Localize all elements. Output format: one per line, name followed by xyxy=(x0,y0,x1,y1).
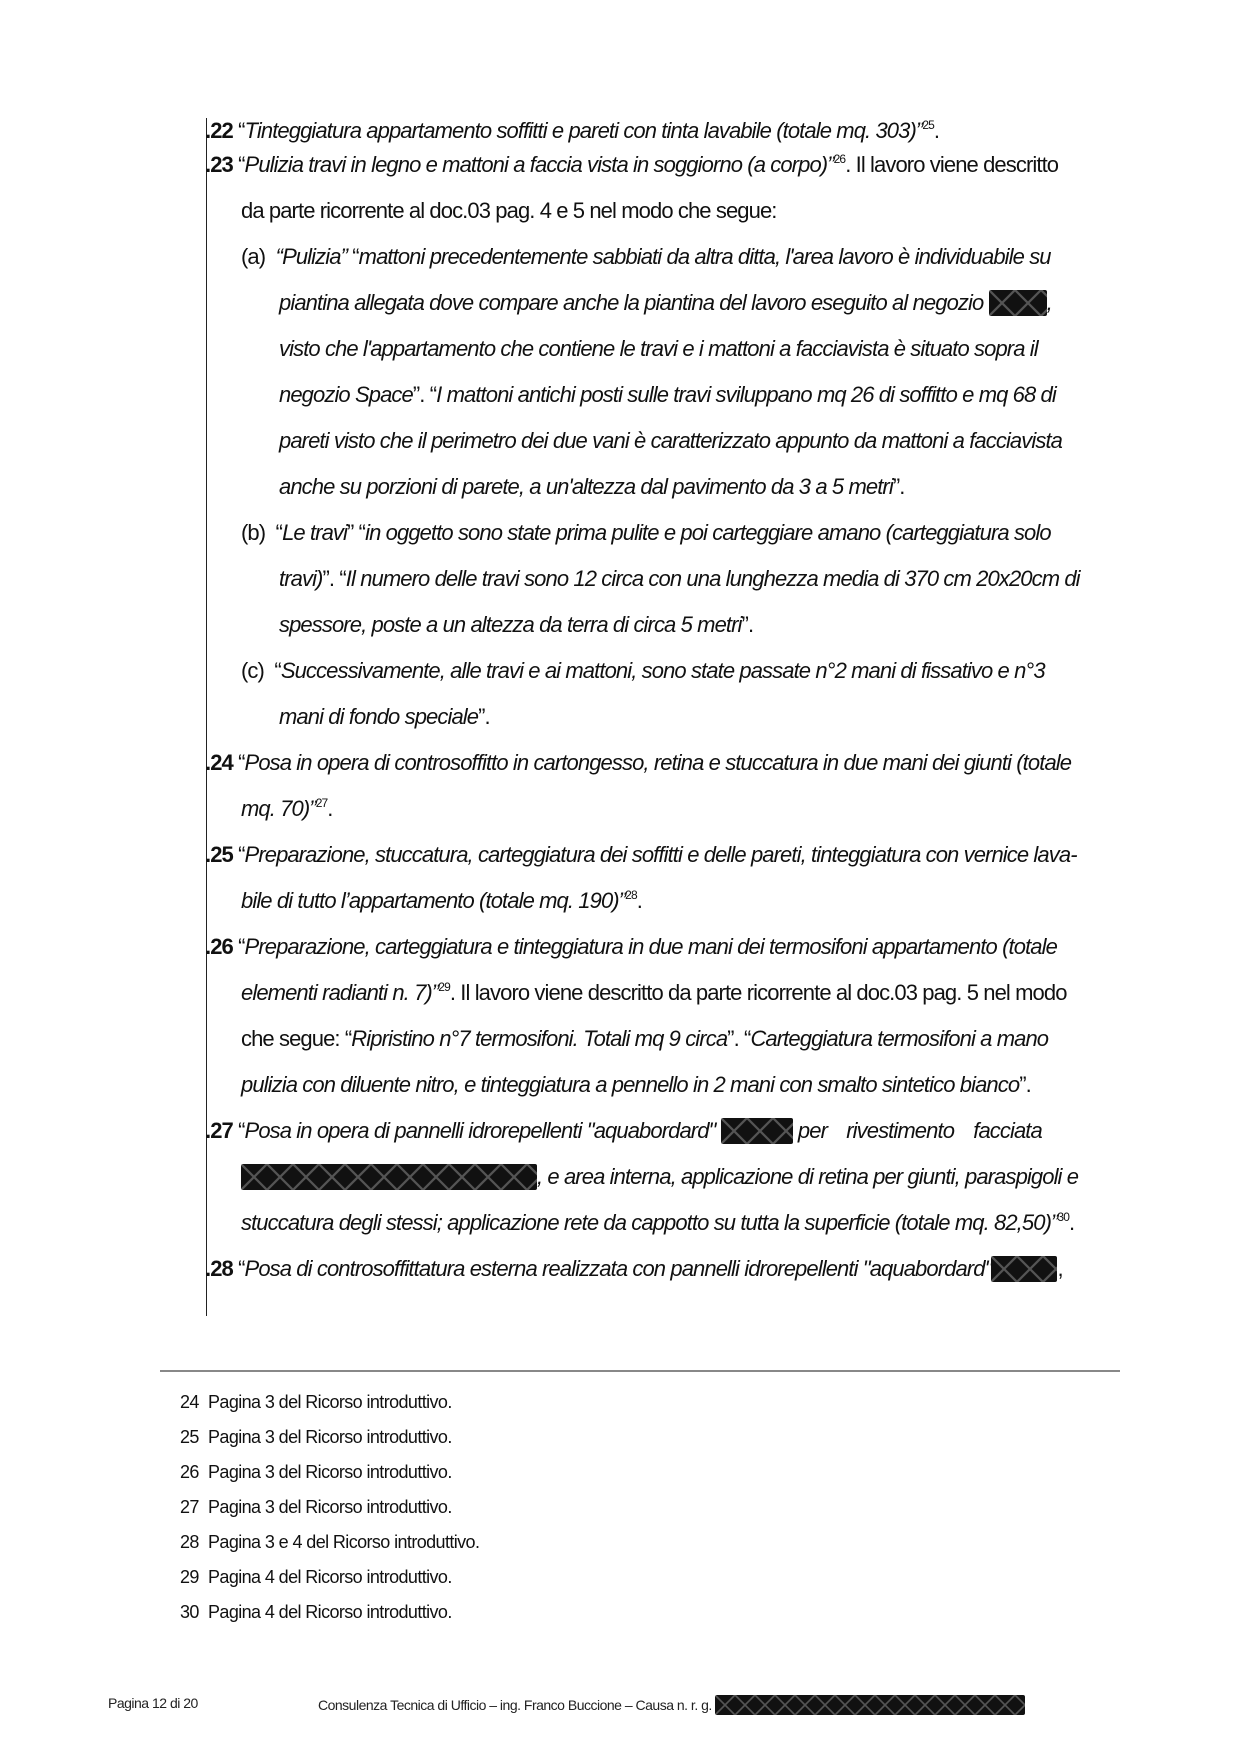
redaction-block xyxy=(715,1695,1025,1715)
paragraph-27: .27 “Posa in opera di pannelli idrorepellenti "aquabordard" per rivestimento facciata xyxy=(205,1118,1042,1143)
body-text xyxy=(206,118,1113,1316)
subitem-a-line: anche su porzioni di parete, a un'altezza dal pavimento da 3 a 5 metri”. xyxy=(279,474,905,499)
subitem-b-line: travi)”. “Il numero delle travi sono 12 circa con una lunghezza media di 370 cm 20x20cm di xyxy=(279,566,1080,591)
item-number: .26 xyxy=(205,934,233,959)
footnote: 30 Pagina 4 del Ricorso introduttivo. xyxy=(180,1602,452,1622)
paragraph-26-line: che segue: “Ripristino n°7 termosifoni. Totali mq 9 circa”. “Carteggiatura termosifoni a mano xyxy=(241,1026,1049,1051)
footnote-separator xyxy=(160,1370,1120,1372)
redaction-block xyxy=(721,1118,793,1144)
paragraph-27-line: stuccatura degli stessi; applicazione rete da cappotto su tutta la superficie (totale mq. 82,50)”$^{30}$. xyxy=(241,1210,1075,1235)
paragraph-28: .28 “Posa di controsoffittatura esterna realizzata con pannelli idrorepellenti "aquabordard" , xyxy=(205,1256,1063,1281)
paragraph-26: .26 “Preparazione, carteggiatura e tinteggiatura in due mani dei termosifoni appartamento (totale xyxy=(205,934,1057,959)
footnote: 24 Pagina 3 del Ricorso introduttivo. xyxy=(180,1392,452,1412)
paragraph-26-line: elementi radianti n. 7)”$^{29}$. Il lavoro viene descritto da parte ricorrente al doc.03 pag. 5 nel modo xyxy=(241,980,1067,1005)
paragraph-22: .22 “Tinteggiatura appartamento soffitti e pareti con tinta lavabile (totale mq. 303)”$^{25}$. xyxy=(205,118,940,143)
item-number: .22 xyxy=(205,118,233,143)
subitem-b-line: spessore, poste a un altezza da terra di circa 5 metri”. xyxy=(279,612,754,637)
item-number: .28 xyxy=(205,1256,233,1281)
paragraph-27-line: , e area interna, applicazione di retina per giunti, paraspigoli e xyxy=(241,1164,1078,1190)
paragraph-23: .23 “Pulizia travi in legno e mattoni a faccia vista in soggiorno (a corpo)”$^{26}$. Il lavoro viene descritto xyxy=(205,152,1059,177)
paragraph-23-line: da parte ricorrente al doc.03 pag. 4 e 5 nel modo che segue: xyxy=(241,198,777,223)
item-number: .27 xyxy=(205,1118,233,1143)
paragraph-25: .25 “Preparazione, stuccatura, carteggiatura dei soffitti e delle pareti, tinteggiatura con vernice lava- xyxy=(205,842,1077,867)
footnote: 29 Pagina 4 del Ricorso introduttivo. xyxy=(180,1567,452,1587)
subitem-a-line: negozio Space”. “I mattoni antichi posti sulle travi sviluppano mq 26 di soffitto e mq 68 di xyxy=(279,382,1056,407)
footnote-ref[interactable]: 25 xyxy=(922,118,934,132)
subitem-b: (b) “Le travi” “in oggetto sono state prima pulite e poi carteggiare amano (carteggiatura solo xyxy=(241,520,1051,545)
footnote: 26 Pagina 3 del Ricorso introduttivo. xyxy=(180,1462,452,1482)
item-number: .25 xyxy=(205,842,233,867)
subitem-label: (b) xyxy=(241,520,266,545)
footnote-ref[interactable]: 30 xyxy=(1057,1210,1069,1224)
subitem-a-line: pareti visto che il perimetro dei due vani è caratterizzato appunto da mattoni a facciavista xyxy=(279,428,1062,453)
footer-text: Consulenza Tecnica di Ufficio – ing. Franco Buccione – Causa n. r. g. xyxy=(318,1695,1025,1715)
subitem-a-line: piantina allegata dove compare anche la piantina del lavoro eseguito al negozio , xyxy=(279,290,1052,315)
footnote-ref[interactable]: 29 xyxy=(438,980,450,994)
footnote-ref[interactable]: 28 xyxy=(625,888,637,902)
subitem-a: (a) “Pulizia” “mattoni precedentemente sabbiati da altra ditta, l'area lavoro è individuabile su xyxy=(241,244,1051,269)
footnote: 27 Pagina 3 del Ricorso introduttivo. xyxy=(180,1497,452,1517)
paragraph-24: .24 “Posa in opera di controsoffitto in cartongesso, retina e stuccatura in due mani dei giunti (totale xyxy=(205,750,1072,775)
footnote-ref[interactable]: 26 xyxy=(833,152,846,166)
paragraph-24-line: mq. 70)”$^{27}$. xyxy=(241,796,333,821)
redaction-block xyxy=(241,1164,537,1190)
subitem-label: (c) xyxy=(241,658,264,683)
page-number: Pagina 12 di 20 xyxy=(108,1695,198,1711)
subitem-label: (a) xyxy=(241,244,266,269)
item-number: .23 xyxy=(205,152,233,177)
redaction-block xyxy=(989,290,1047,316)
footnote: 25 Pagina 3 del Ricorso introduttivo. xyxy=(180,1427,452,1447)
item-number: .24 xyxy=(205,750,233,775)
subitem-c: (c) “Successivamente, alle travi e ai mattoni, sono state passate n°2 mani di fissativo e n°3 xyxy=(241,658,1045,683)
footnote-ref[interactable]: 27 xyxy=(315,796,328,810)
paragraph-25-line: bile di tutto l’appartamento (totale mq. 190)”$^{28}$. xyxy=(241,888,642,913)
paragraph-26-line: pulizia con diluente nitro, e tinteggiatura a pennello in 2 mani con smalto sintetico bianco”. xyxy=(241,1072,1031,1097)
redaction-block xyxy=(991,1256,1057,1282)
subitem-a-line: visto che l'appartamento che contiene le travi e i mattoni a facciavista è situato sopra il xyxy=(279,336,1038,361)
footnote: 28 Pagina 3 e 4 del Ricorso introduttivo. xyxy=(180,1532,480,1552)
subitem-c-line: mani di fondo speciale”. xyxy=(279,704,490,729)
